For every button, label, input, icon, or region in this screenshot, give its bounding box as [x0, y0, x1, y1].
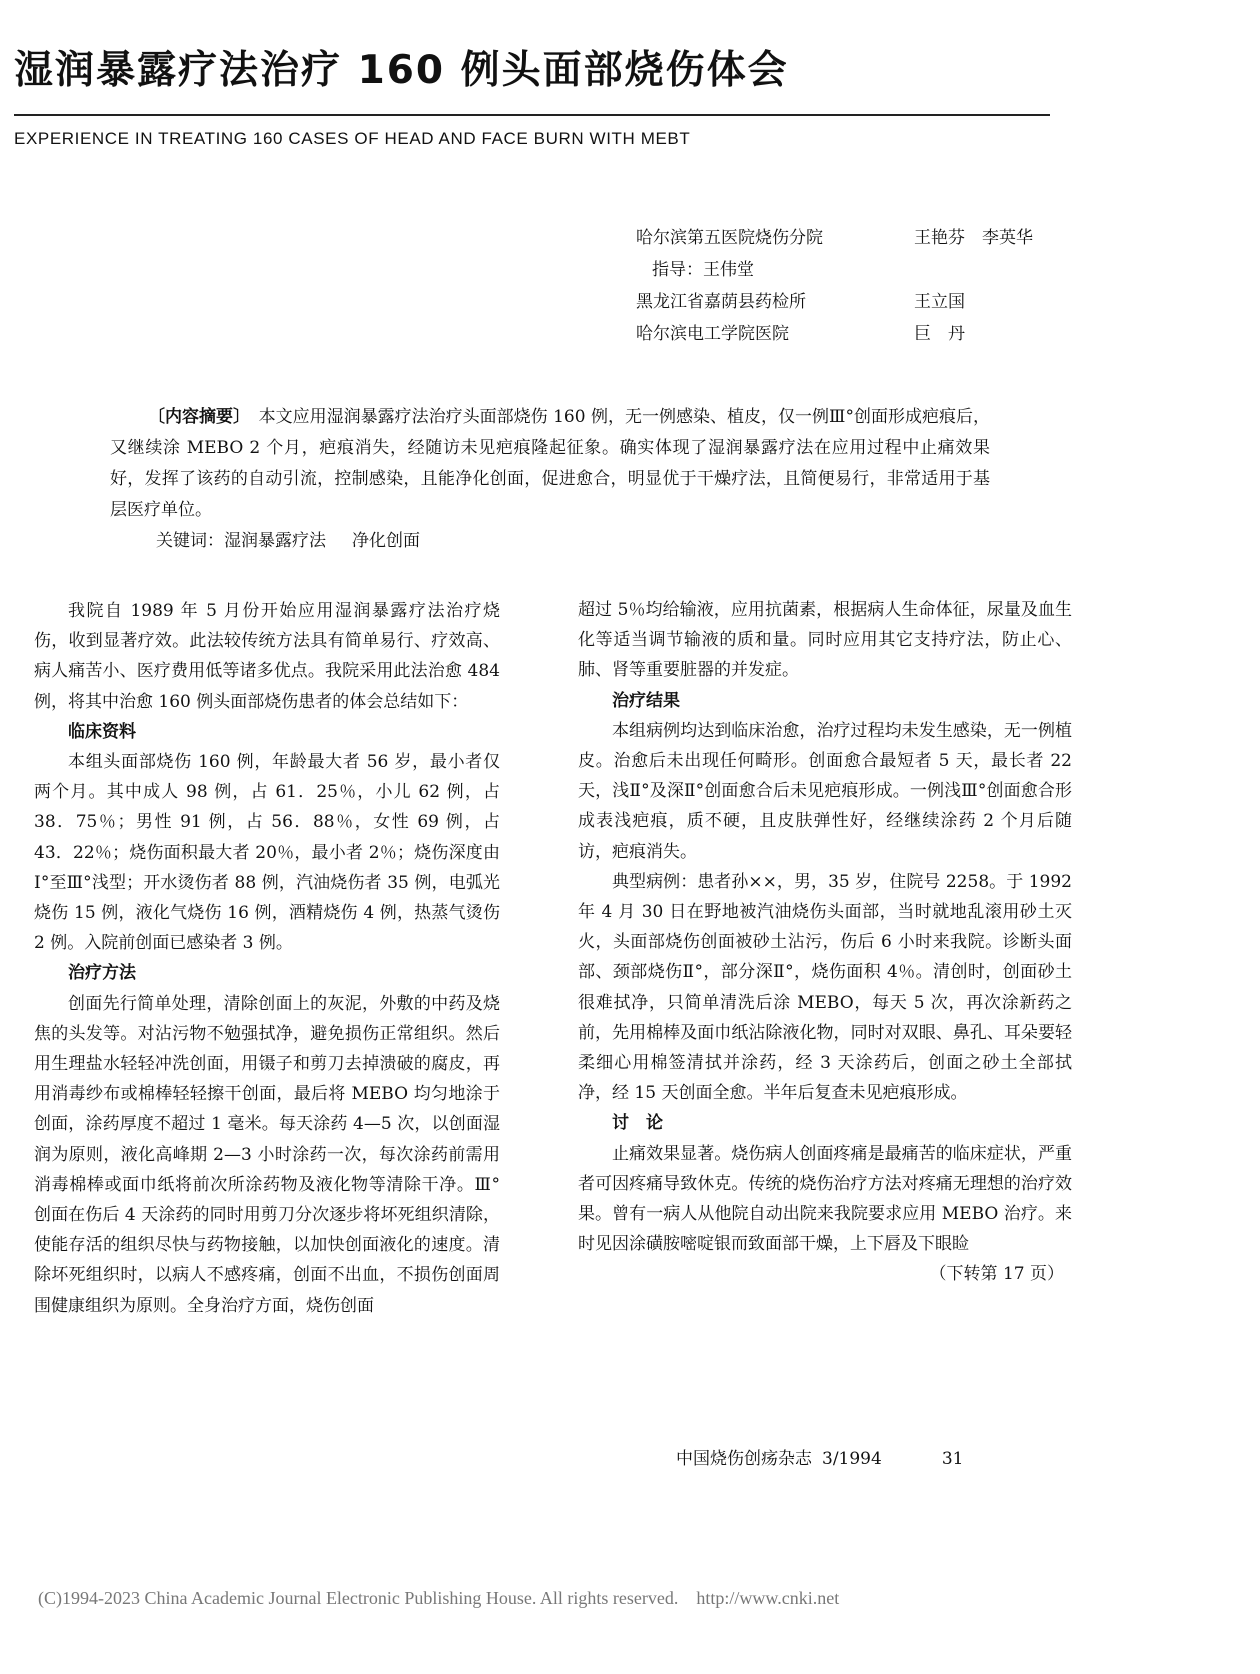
paper-title: 湿润暴露疗法治疗 160 例头面部烧伤体会	[14, 48, 789, 93]
clinical-paragraph: 本组头面部烧伤 160 例，年龄最大者 56 岁，最小者仅两个月。其中成人 98 例，占 61．25％，小儿 62 例，占 38．75％；男性 91 例，占 56．88％，女性 69 例，占 43．22％；烧伤面积最大者 20％，最小者 2％；烧伤深度由Ⅰ°至Ⅲ°浅型；开水烫伤者 88 例，汽油烧伤者 35 例，电弧光烧伤 15 例，液化气烧伤 16 例，酒精烧伤 4 例，热蒸气烫伤 2 例。入院前创面已感染者 3 例。	[34, 752, 500, 954]
affiliation-name: 哈尔滨第五医院烧伤分院	[636, 228, 823, 248]
affiliation-row	[636, 286, 1076, 318]
section-heading-method: 治疗方法	[68, 963, 136, 984]
result-paragraph: 本组病例均达到临床治愈，治疗过程均未发生感染，无一例植皮。治愈后未出现任何畸形。创面愈合最短者 5 天，最长者 22 天，浅Ⅱ°及深Ⅱ°创面愈合后未见疤痕形成。一例浅Ⅲ°创面愈合形成表浅疤痕，质不硬，且皮肤弹性好，经继续涂药 2 个月后随访，疤痕消失。	[578, 720, 1072, 862]
body-column-left	[34, 596, 500, 1321]
method-paragraph: 创面先行简单处理，清除创面上的灰泥，外敷的中药及烧焦的头发等。对沾污物不勉强拭净，避免损伤正常组织。然后用生理盐水轻轻冲洗创面，用镊子和剪刀去掉溃破的腐皮，再用消毒纱布或棉棒轻轻擦干创面，最后将 MEBO 均匀地涂于创面，涂药厚度不超过 1 毫米。每天涂药 4—5 次，以创面湿润为原则，液化高峰期 2—3 小时涂药一次，每次涂药前需用消毒棉棒或面巾纸将前次所涂药物及液化物等清除干净。Ⅲ°创面在伤后 4 天涂药的同时用剪刀分次逐步将坏死组织清除，使能存活的组织尽快与药物接触，以加快创面液化的速度。清除坏死组织时，以病人不感疼痛，创面不出血，不损伤创面周围健康组织为原则。全身治疗方面，烧伤创面	[34, 993, 500, 1316]
affiliation-row	[636, 222, 1076, 254]
keywords-label: 关键词：	[156, 531, 224, 551]
section-heading-clinical: 临床资料	[68, 721, 136, 742]
author-names: 王立国	[914, 292, 965, 312]
abstract-text: 本文应用湿润暴露疗法治疗头面部烧伤 160 例，无一例感染、植皮，仅一例Ⅲ°创面形成疤痕后，又继续涂 MEBO 2 个月，疤痕消失，经随访未见疤痕隆起征象。确实体现了湿润暴露疗法在应用过程中止痛效果好，发挥了该药的自动引流，控制感染，且能净化创面，促进愈合，明显优于干燥疗法，且简便易行，非常适用于基层医疗单位。	[110, 407, 991, 520]
advisor: 指导：王伟堂	[652, 260, 754, 280]
body-column-right	[578, 595, 1072, 1290]
author-affiliations	[636, 222, 1076, 350]
keywords	[156, 526, 420, 551]
section-heading-discussion: 讨 论	[612, 1113, 663, 1134]
author-names: 王艳芬 李英华	[914, 228, 1033, 248]
affiliation-name: 黑龙江省嘉荫县药检所	[636, 292, 806, 312]
title-rule	[14, 114, 1050, 116]
abstract-label: 〔内容摘要〕	[148, 407, 242, 427]
abstract-paragraph	[110, 402, 990, 526]
case-paragraph: 典型病例：患者孙××，男，35 岁，住院号 2258。于 1992 年 4 月 30 日在野地被汽油烧伤头面部，当时就地乱滚用砂土灭火，头面部烧伤创面被砂土沾污，伤后 6 小时来我院。诊断头面部、颈部烧伤Ⅱ°，部分深Ⅱ°，烧伤面积 4％。清创时，创面砂土很难拭净，只简单清洗后涂 MEBO，每天 5 次，再次涂新药之前，先用棉棒及面巾纸沾除液化物，同时对双眼、鼻孔、耳朵要轻柔细心用棉签清拭并涂药，经 3 天涂药后，创面之砂土全部拭净，经 15 天创面全愈。半年后复查未见疤痕形成。	[578, 871, 1072, 1104]
abstract	[110, 402, 990, 526]
affiliation-row	[636, 318, 1076, 350]
method-continuation: 超过 5％均给输液，应用抗菌素，根据病人生命体征，尿量及血生化等适当调节输液的质和量。同时应用其它支持疗法，防止心、肺、肾等重要脏器的并发症。	[578, 600, 1072, 681]
continued-note: （下转第 17 页）	[929, 1264, 1064, 1285]
copyright-notice: (C)1994-2023 China Academic Journal Electronic Publishing House. All rights reserved. http://www.cnki.net	[38, 1588, 840, 1608]
intro-paragraph: 我院自 1989 年 5 月份开始应用湿润暴露疗法治疗烧伤，收到显著疗效。此法较传统方法具有简单易行、疗效高、病人痛苦小、医疗费用低等诸多优点。我院采用此法治愈 484 例，将其中治愈 160 例头面部烧伤患者的体会总结如下：	[34, 601, 500, 712]
keyword: 净化创面	[352, 531, 420, 551]
author-names: 巨 丹	[914, 324, 965, 344]
section-heading-result: 治疗结果	[612, 690, 680, 711]
page-footer	[676, 1444, 963, 1469]
english-title: EXPERIENCE IN TREATING 160 CASES OF HEAD AND FACE BURN WITH MEBT	[14, 129, 691, 148]
journal-name: 中国烧伤创疡杂志	[676, 1449, 812, 1469]
affiliation-name: 哈尔滨电工学院医院	[636, 324, 789, 344]
page-number: 31	[941, 1449, 964, 1469]
discussion-paragraph: 止痛效果显著。烧伤病人创面疼痛是最痛苦的临床症状，严重者可因疼痛导致休克。传统的烧伤治疗方法对疼痛无理想的治疗效果。曾有一病人从他院自动出院来我院要求应用 MEBO 治疗。来时见因涂磺胺嘧啶银而致面部干燥，上下唇及下眼睑	[578, 1143, 1072, 1255]
keyword: 湿润暴露疗法	[224, 531, 326, 551]
journal-issue: 3/1994	[822, 1449, 882, 1469]
affiliation-row	[636, 254, 1076, 286]
